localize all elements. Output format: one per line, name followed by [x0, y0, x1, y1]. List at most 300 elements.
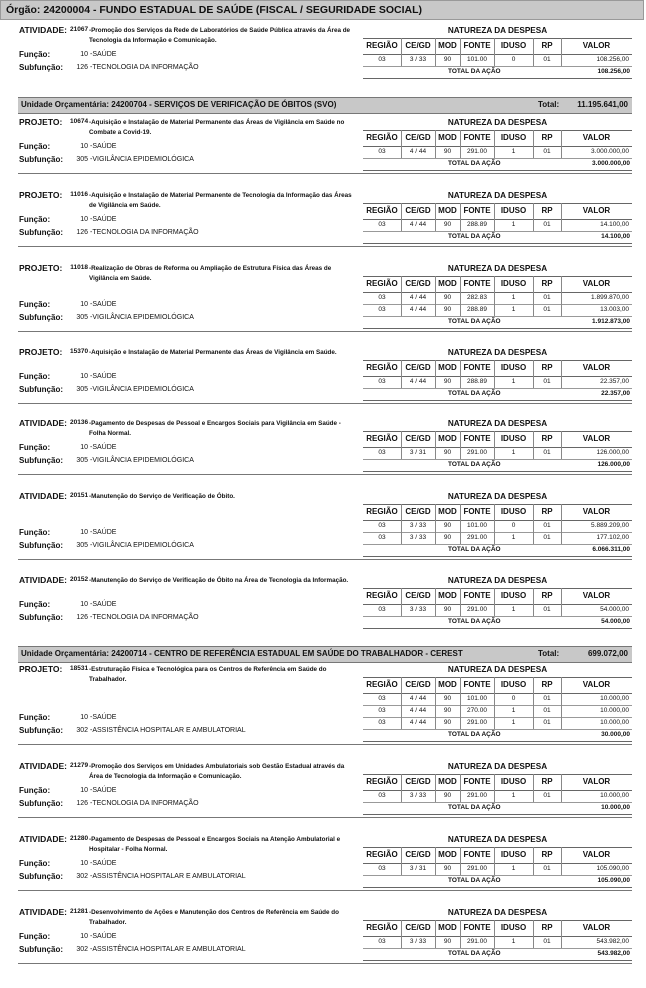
subfuncao-label: Subfunção:	[19, 541, 63, 550]
subfuncao-code: 126	[76, 614, 88, 621]
column-divider	[460, 504, 461, 544]
column-header: FONTE	[463, 41, 491, 50]
table-cell: 1	[511, 221, 516, 228]
table-header-row	[363, 774, 632, 791]
column-divider	[561, 677, 562, 729]
column-header: IDUSO	[500, 507, 527, 516]
column-divider	[435, 203, 436, 231]
subfuncao-label: Subfunção:	[19, 155, 63, 164]
table-cell: 03	[378, 522, 386, 529]
table-cell: 108.256,00	[596, 56, 629, 63]
total-row	[363, 459, 632, 472]
table-header-row	[363, 588, 632, 605]
funcao-label: Função:	[19, 932, 51, 941]
action-description: -Pagamento de Despesas de Pessoal e Encargos Sociais na Atenção Ambulatorial e Hospitalar - Folha Normal.	[89, 836, 341, 853]
table-cell: 101.00	[467, 695, 487, 702]
table-header-row	[363, 38, 632, 55]
subfuncao-name: -VIGILÂNCIA EPIDEMIOLÓGICA	[90, 386, 194, 393]
table-cell: 90	[443, 695, 452, 702]
column-header: MOD	[438, 279, 457, 288]
funcao-label: Função:	[19, 50, 51, 59]
natureza-title: NATUREZA DA DESPESA	[447, 348, 548, 357]
subfuncao-label: Subfunção:	[19, 726, 63, 735]
table-cell: 3 / 31	[409, 865, 427, 872]
subfuncao-code: 305	[76, 457, 88, 464]
column-divider	[435, 276, 436, 316]
column-header: REGIÃO	[366, 923, 398, 932]
table-cell: 1	[511, 719, 516, 726]
column-header: FONTE	[463, 206, 491, 215]
total-value: 14.100,00	[601, 233, 630, 240]
action-code: 11016	[70, 191, 88, 198]
table-cell: 1	[511, 148, 516, 155]
column-divider	[460, 920, 461, 948]
action-kind: PROJETO:	[19, 117, 63, 127]
natureza-title: NATUREZA DA DESPESA	[447, 118, 548, 127]
column-divider	[494, 431, 495, 459]
block-separator	[18, 403, 632, 404]
column-divider	[533, 431, 534, 459]
action-description: -Realização de Obras de Reforma ou Ampliação de Estrutura Física das Áreas de Vigilância em Saúde.	[89, 265, 332, 282]
column-header: REGIÃO	[366, 206, 398, 215]
action-description: -Aquisição e Instalação de Material Permanente das Áreas de Vigilância em Saúde.	[89, 349, 337, 356]
table-cell: 4 / 44	[409, 306, 427, 313]
column-divider	[561, 431, 562, 459]
column-divider	[435, 774, 436, 802]
table-cell: 03	[378, 865, 386, 872]
total-value: 1.912.873,00	[592, 318, 630, 325]
table-cell: 291.00	[467, 534, 487, 541]
table-cell: 90	[443, 707, 452, 714]
column-divider	[401, 504, 402, 544]
column-header: VALOR	[582, 363, 611, 372]
subfuncao-name: -ASSISTÊNCIA HOSPITALAR E AMBULATORIAL	[90, 946, 246, 953]
column-divider	[401, 130, 402, 158]
action-code: 21067	[70, 26, 89, 33]
column-divider	[494, 588, 495, 616]
table-cell: 101.00	[467, 56, 487, 63]
column-divider	[460, 847, 461, 875]
block-separator	[18, 474, 632, 475]
action-description: -Aquisição e Instalação de Material Permanente de Tecnologia da Informação das Áreas de Vigilância em Saúde.	[89, 192, 352, 209]
column-header: VALOR	[582, 777, 611, 786]
subfuncao-label: Subfunção:	[19, 228, 63, 237]
column-header: VALOR	[582, 680, 611, 689]
subfuncao-name: -VIGILÂNCIA EPIDEMIOLÓGICA	[90, 314, 194, 321]
subfuncao-label: Subfunção:	[19, 313, 63, 322]
table-cell: 01	[543, 534, 551, 541]
funcao-code: 10	[80, 301, 88, 308]
column-divider	[561, 203, 562, 231]
column-divider	[460, 130, 461, 158]
table-cell: 288.89	[467, 221, 487, 228]
column-divider	[435, 920, 436, 948]
column-divider	[401, 847, 402, 875]
table-cell: 3 / 33	[409, 938, 427, 945]
table-cell: 4 / 44	[409, 378, 427, 385]
action-code: 11018	[70, 264, 88, 271]
column-divider	[494, 38, 495, 66]
total-value: 22.357,00	[601, 390, 630, 397]
table-cell: 291.00	[467, 865, 487, 872]
funcao-name: -SAÚDE	[90, 787, 117, 794]
column-divider	[533, 677, 534, 729]
table-header-row	[363, 130, 632, 147]
subfuncao-label: Subfunção:	[19, 613, 63, 622]
column-header: IDUSO	[500, 923, 527, 932]
table-cell: 03	[378, 695, 386, 702]
column-divider	[561, 130, 562, 158]
funcao-name: -SAÚDE	[90, 714, 117, 721]
natureza-title: NATUREZA DA DESPESA	[447, 264, 548, 273]
table-cell: 10.000,00	[600, 719, 629, 726]
natureza-title: NATUREZA DA DESPESA	[447, 492, 548, 501]
total-label: TOTAL DA AÇÃO	[448, 950, 501, 957]
unidade-total-label: Total:	[538, 100, 560, 109]
total-value: 3.000.000,00	[592, 160, 630, 167]
total-row	[363, 231, 632, 244]
subfuncao-name: -ASSISTÊNCIA HOSPITALAR E AMBULATORIAL	[90, 727, 246, 734]
unidade-header	[18, 97, 632, 114]
column-divider	[435, 588, 436, 616]
action-description: -Manutenção do Serviço de Verificação de Óbito.	[89, 493, 235, 500]
action-description: -Estruturação Física e Tecnológica para os Centros de Referência em Saúde do Trabalhador.	[89, 666, 327, 683]
column-header: RP	[541, 434, 553, 443]
subfuncao-name: -TECNOLOGIA DA INFORMAÇÃO	[90, 614, 199, 621]
table-cell: 01	[543, 522, 551, 529]
funcao-label: Função:	[19, 600, 51, 609]
table-cell: 01	[543, 719, 551, 726]
column-header: REGIÃO	[366, 777, 398, 786]
column-header: RP	[541, 133, 553, 142]
action-description: -Desenvolvimento de Ações e Manutenção dos Centros de Referência em Saúde do Trabalhador.	[89, 909, 339, 926]
total-label: TOTAL DA AÇÃO	[448, 318, 501, 325]
table-cell: 3 / 33	[409, 56, 427, 63]
total-row	[363, 802, 632, 815]
table-cell: 1	[511, 449, 516, 456]
total-label: TOTAL DA AÇÃO	[448, 804, 501, 811]
funcao-name: -SAÚDE	[90, 373, 117, 380]
table-cell: 90	[443, 148, 452, 155]
total-row	[363, 948, 632, 961]
table-cell: 0	[511, 522, 516, 529]
subfuncao-name: -VIGILÂNCIA EPIDEMIOLÓGICA	[90, 457, 194, 464]
funcao-code: 10	[80, 601, 88, 608]
column-divider	[561, 847, 562, 875]
table-cell: 03	[378, 306, 386, 313]
action-code: 15370	[70, 348, 89, 355]
column-header: IDUSO	[500, 133, 527, 142]
subfuncao-name: -TECNOLOGIA DA INFORMAÇÃO	[90, 800, 199, 807]
column-header: CE/GD	[405, 591, 431, 600]
action-kind: PROJETO:	[19, 190, 63, 200]
column-header: IDUSO	[500, 279, 527, 288]
column-header: VALOR	[582, 507, 611, 516]
column-divider	[435, 847, 436, 875]
table-cell: 291.00	[467, 449, 487, 456]
subfuncao-label: Subfunção:	[19, 385, 63, 394]
table-cell: 1	[511, 606, 516, 613]
column-header: FONTE	[463, 923, 491, 932]
column-divider	[494, 203, 495, 231]
table-cell: 03	[378, 719, 386, 726]
table-cell: 3 / 31	[409, 449, 427, 456]
block-separator	[18, 817, 632, 818]
column-divider	[494, 847, 495, 875]
column-divider	[460, 203, 461, 231]
column-divider	[561, 38, 562, 66]
action-code: 21281	[70, 908, 89, 915]
funcao-name: -SAÚDE	[90, 143, 117, 150]
column-header: RP	[541, 41, 553, 50]
action-description: -Pagamento de Despesas de Pessoal e Encargos Sociais para Vigilância em Saúde - Folha Normal.	[89, 420, 341, 437]
column-header: VALOR	[582, 206, 611, 215]
column-header: RP	[541, 507, 553, 516]
table-header-row	[363, 677, 632, 694]
column-divider	[561, 276, 562, 316]
table-cell: 54.000,00	[600, 606, 629, 613]
column-header: VALOR	[582, 133, 611, 142]
table-header-row	[363, 276, 632, 293]
table-cell: 291.00	[467, 938, 487, 945]
column-divider	[561, 920, 562, 948]
column-header: CE/GD	[405, 923, 431, 932]
column-divider	[533, 38, 534, 66]
subfuncao-name: -VIGILÂNCIA EPIDEMIOLÓGICA	[90, 156, 194, 163]
table-cell: 90	[443, 378, 452, 385]
column-divider	[533, 920, 534, 948]
total-label: TOTAL DA AÇÃO	[448, 461, 501, 468]
table-cell: 4 / 44	[409, 221, 427, 228]
column-divider	[460, 38, 461, 66]
column-header: REGIÃO	[366, 850, 398, 859]
total-value: 30.000,00	[601, 731, 630, 738]
action-description: -Promoção dos Serviços em Unidades Ambulatoriais sob Gestão Estadual através da Área de Tecnologia da Informação e Comunicação.	[89, 763, 345, 780]
total-value: 126.000,00	[597, 461, 630, 468]
table-cell: 1.899.870,00	[591, 294, 629, 301]
table-cell: 14.100,00	[600, 221, 629, 228]
funcao-code: 10	[80, 373, 88, 380]
column-header: CE/GD	[405, 41, 431, 50]
funcao-name: -SAÚDE	[90, 301, 117, 308]
action-code: 21280	[70, 835, 89, 842]
column-header: CE/GD	[405, 133, 431, 142]
block-separator	[18, 173, 632, 174]
unidade-total-value: 11.195.641,00	[577, 100, 628, 109]
table-cell: 90	[443, 306, 452, 313]
subfuncao-code: 305	[76, 542, 88, 549]
column-divider	[460, 588, 461, 616]
table-cell: 13.003,00	[600, 306, 629, 313]
table-cell: 90	[443, 865, 452, 872]
action-code: 20152	[70, 576, 89, 583]
column-divider	[401, 203, 402, 231]
column-divider	[435, 431, 436, 459]
column-header: MOD	[438, 507, 457, 516]
column-divider	[401, 774, 402, 802]
funcao-label: Função:	[19, 859, 51, 868]
column-divider	[401, 677, 402, 729]
column-header: MOD	[438, 850, 457, 859]
subfuncao-name: -VIGILÂNCIA EPIDEMIOLÓGICA	[90, 542, 194, 549]
subfuncao-label: Subfunção:	[19, 456, 63, 465]
funcao-name: -SAÚDE	[90, 51, 117, 58]
block-separator	[18, 246, 632, 247]
subfuncao-code: 302	[76, 946, 88, 953]
table-cell: 03	[378, 221, 386, 228]
unidade-total-label: Total:	[538, 649, 560, 658]
column-divider	[435, 130, 436, 158]
table-header-row	[363, 920, 632, 937]
natureza-title: NATUREZA DA DESPESA	[447, 908, 548, 917]
table-cell: 03	[378, 792, 386, 799]
total-row	[363, 875, 632, 888]
table-cell: 3 / 33	[409, 522, 427, 529]
funcao-name: -SAÚDE	[90, 444, 117, 451]
table-cell: 177.102,00	[596, 534, 629, 541]
funcao-name: -SAÚDE	[90, 601, 117, 608]
table-cell: 291.00	[467, 148, 487, 155]
table-cell: 0	[511, 695, 516, 702]
column-header: RP	[541, 591, 553, 600]
column-header: FONTE	[463, 133, 491, 142]
funcao-code: 10	[80, 143, 88, 150]
funcao-code: 10	[80, 529, 88, 536]
table-cell: 03	[378, 148, 386, 155]
subfuncao-code: 305	[76, 314, 88, 321]
table-cell: 291.00	[467, 606, 487, 613]
table-cell: 03	[378, 707, 386, 714]
column-header: VALOR	[582, 41, 611, 50]
table-cell: 03	[378, 938, 386, 945]
table-cell: 291.00	[467, 719, 487, 726]
natureza-title: NATUREZA DA DESPESA	[447, 762, 548, 771]
column-header: IDUSO	[500, 434, 527, 443]
column-header: RP	[541, 680, 553, 689]
table-cell: 90	[443, 449, 452, 456]
column-header: CE/GD	[405, 777, 431, 786]
column-header: FONTE	[463, 777, 491, 786]
unidade-label: Unidade Orçamentária: 24200714 - CENTRO DE REFERÊNCIA ESTADUAL EM SAÚDE DO TRABALHADOR - CEREST	[21, 649, 463, 658]
total-row	[363, 388, 632, 401]
column-header: IDUSO	[500, 206, 527, 215]
total-label: TOTAL DA AÇÃO	[448, 618, 501, 625]
column-header: MOD	[438, 777, 457, 786]
table-cell: 90	[443, 294, 452, 301]
table-cell: 1	[511, 865, 516, 872]
total-row	[363, 616, 632, 629]
action-kind: ATIVIDADE:	[19, 761, 68, 771]
funcao-code: 10	[80, 933, 88, 940]
action-description: -Promoção dos Serviços da Rede de Laboratórios de Saúde Pública através da Área de Tecnologia da Informação e Comunicação.	[89, 27, 351, 44]
table-header-row	[363, 203, 632, 220]
table-cell: 4 / 44	[409, 719, 427, 726]
table-cell: 90	[443, 522, 452, 529]
funcao-code: 10	[80, 444, 88, 451]
column-header: CE/GD	[405, 206, 431, 215]
column-header: RP	[541, 923, 553, 932]
funcao-label: Função:	[19, 443, 51, 452]
table-cell: 01	[543, 865, 551, 872]
table-cell: 90	[443, 792, 452, 799]
table-cell: 0	[511, 56, 516, 63]
subfuncao-label: Subfunção:	[19, 799, 63, 808]
column-divider	[401, 588, 402, 616]
funcao-label: Função:	[19, 528, 51, 537]
table-cell: 126.000,00	[596, 449, 629, 456]
table-cell: 1	[511, 792, 516, 799]
subfuncao-code: 126	[76, 64, 88, 71]
action-code: 20136	[70, 419, 89, 426]
column-header: IDUSO	[500, 680, 527, 689]
action-kind: ATIVIDADE:	[19, 907, 68, 917]
table-cell: 4 / 44	[409, 695, 427, 702]
funcao-label: Função:	[19, 215, 51, 224]
column-header: IDUSO	[500, 850, 527, 859]
table-cell: 4 / 44	[409, 707, 427, 714]
column-header: CE/GD	[405, 680, 431, 689]
table-cell: 282.83	[467, 294, 487, 301]
natureza-title: NATUREZA DA DESPESA	[447, 419, 548, 428]
column-header: CE/GD	[405, 279, 431, 288]
column-divider	[435, 504, 436, 544]
column-header: MOD	[438, 133, 457, 142]
column-header: REGIÃO	[366, 680, 398, 689]
block-separator	[18, 331, 632, 332]
column-header: RP	[541, 279, 553, 288]
table-cell: 22.357,00	[600, 378, 629, 385]
funcao-code: 10	[80, 787, 88, 794]
column-header: REGIÃO	[366, 591, 398, 600]
column-divider	[533, 847, 534, 875]
column-divider	[460, 774, 461, 802]
table-cell: 543.982,00	[596, 938, 629, 945]
column-divider	[401, 431, 402, 459]
table-cell: 03	[378, 56, 386, 63]
table-cell: 1	[511, 378, 516, 385]
action-kind: ATIVIDADE:	[19, 418, 68, 428]
table-cell: 10.000,00	[600, 695, 629, 702]
column-header: CE/GD	[405, 434, 431, 443]
table-cell: 1	[511, 938, 516, 945]
total-label: TOTAL DA AÇÃO	[448, 877, 501, 884]
column-divider	[460, 677, 461, 729]
table-cell: 101.00	[467, 522, 487, 529]
total-value: 108.256,00	[597, 68, 630, 75]
natureza-title: NATUREZA DA DESPESA	[447, 835, 548, 844]
table-cell: 270.00	[467, 707, 487, 714]
subfuncao-code: 302	[76, 727, 88, 734]
column-header: IDUSO	[500, 777, 527, 786]
unidade-label: Unidade Orçamentária: 24200704 - SERVIÇOS DE VERIFICAÇÃO DE ÓBITOS (SVO)	[21, 100, 337, 109]
subfuncao-code: 126	[76, 800, 88, 807]
column-divider	[435, 677, 436, 729]
natureza-title: NATUREZA DA DESPESA	[447, 665, 548, 674]
total-label: TOTAL DA AÇÃO	[448, 731, 501, 738]
column-divider	[460, 431, 461, 459]
table-cell: 4 / 44	[409, 294, 427, 301]
table-cell: 90	[443, 606, 452, 613]
column-header: CE/GD	[405, 507, 431, 516]
funcao-code: 10	[80, 216, 88, 223]
column-header: IDUSO	[500, 363, 527, 372]
column-header: RP	[541, 777, 553, 786]
action-kind: ATIVIDADE:	[19, 575, 68, 585]
total-value: 6.066.311,00	[592, 546, 630, 553]
table-cell: 01	[543, 378, 551, 385]
table-cell: 01	[543, 707, 551, 714]
column-header: REGIÃO	[366, 363, 398, 372]
